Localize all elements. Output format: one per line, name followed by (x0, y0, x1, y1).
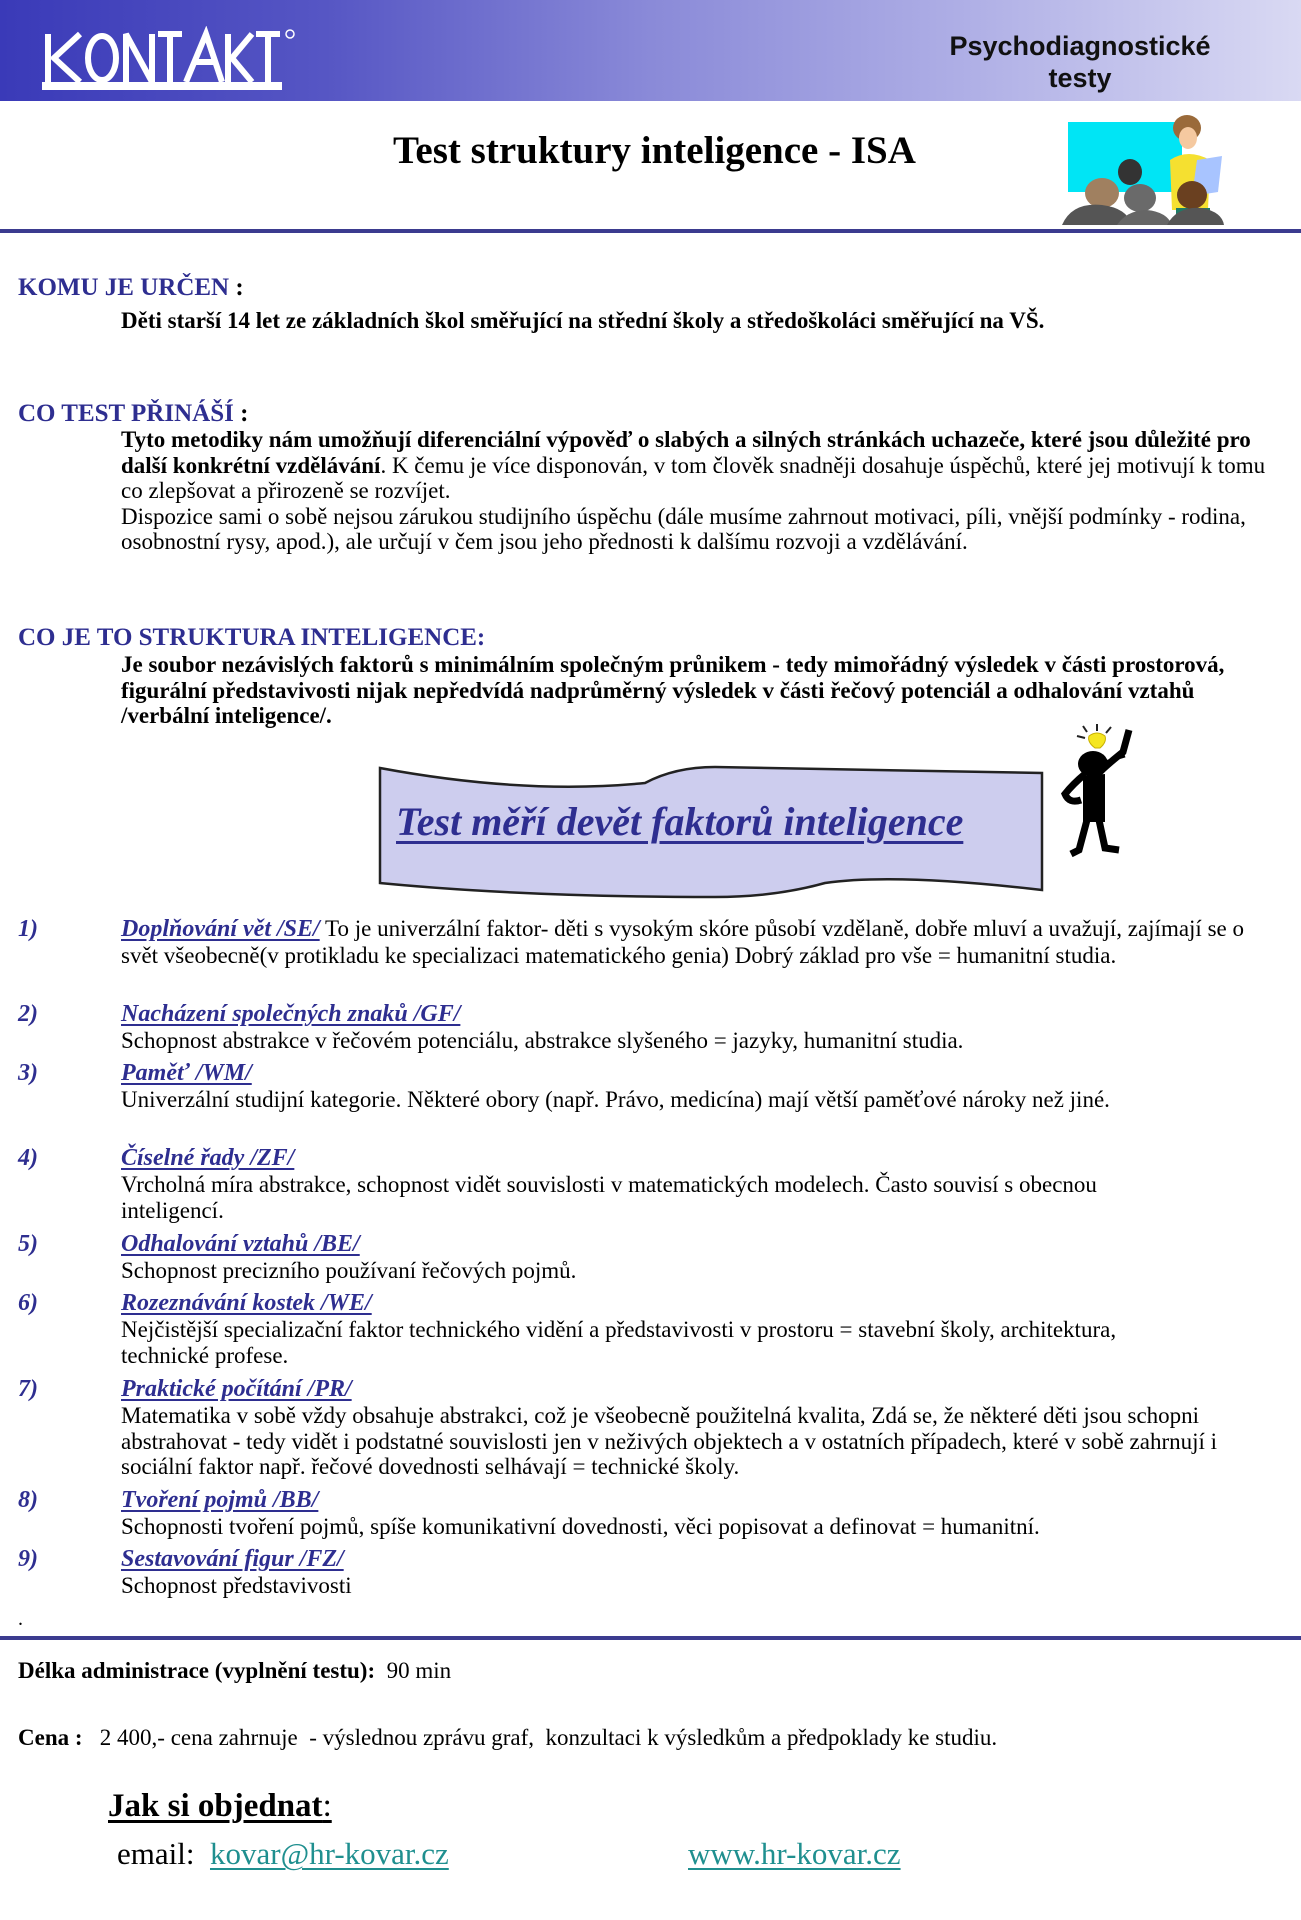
factor-description: Schopnost abstrakce v řečovém potenciálu, abstrakce slyšeného = jazyky, humanitní studia. (121, 1028, 964, 1053)
factor-number: 1) (18, 916, 38, 942)
prinasi-text (121, 427, 1281, 555)
factor-description: Schopnost představivosti (121, 1573, 352, 1598)
stray-dot: . (18, 1608, 23, 1630)
email-label: email: (117, 1836, 210, 1871)
factor-number: 3) (18, 1060, 38, 1086)
subtitle-line-1: Psychodiagnostické (949, 31, 1211, 61)
header-band (0, 0, 1301, 101)
page-title: Test struktury inteligence - ISA (393, 129, 916, 172)
factor-name-link[interactable]: Sestavování figur /FZ/ (121, 1546, 344, 1572)
price-label: Cena : (18, 1725, 83, 1750)
duration-value: 90 min (375, 1658, 452, 1683)
website-link[interactable]: www.hr-kovar.cz (688, 1836, 901, 1871)
factor-name-link[interactable]: Paměť /WM/ (121, 1060, 252, 1086)
factor-description: Matematika v sobě vždy obsahuje abstrakci, což je všeobecně použitelná kvalita, Zdá se, že některé děti jsou schopni abstrahovat - tedy vidět i podstatné souvislosti jen v neživých objektech a v ostatních případech, které v sobě zahrnují i sociální faktor např. řečové dovednosti selhávají = technické školy. (121, 1403, 1218, 1479)
factor-description: Vrcholná míra abstrakce, schopnost vidět souvislosti v matematických modelech. Často souvisí s obecnou inteligencí. (121, 1172, 1097, 1223)
heading-colon: : (233, 400, 249, 427)
email-link[interactable]: kovar@hr-kovar.cz (209, 1836, 449, 1871)
factor-number: 6) (18, 1290, 38, 1316)
factor-number: 5) (18, 1231, 38, 1257)
factor-description: Univerzální studijní kategorie. Některé obory (např. Právo, medicína) mají větší paměťové nároky než jiné. (121, 1087, 1110, 1112)
factor-name-link[interactable]: Odhalování vztahů /BE/ (121, 1231, 360, 1257)
price-value: 2 400,- cena zahrnuje - výslednou zprávu graf, konzultaci k výsledkům a předpoklady ke studiu. (82, 1725, 998, 1750)
factor-description: Nejčistější specializační faktor technického vidění a představivosti v prostoru = stavební školy, architektura, technické profese. (121, 1317, 1117, 1368)
factor-number: 9) (18, 1546, 38, 1572)
factor-name-link[interactable]: Rozeznávání kostek /WE/ (121, 1290, 372, 1316)
factor-description: Schopnosti tvoření pojmů, spíše komunikativní dovednosti, věci popisovat a definovat = humanitní. (121, 1514, 1040, 1539)
factor-description: Schopnost precizního používaní řečových pojmů. (121, 1258, 577, 1283)
email-row (117, 1836, 449, 1872)
section-heading-komu (18, 274, 244, 302)
heading-text: CO TEST PŘINÁŠÍ (18, 400, 234, 427)
factor-name-link[interactable]: Doplňování vět /SE/ (121, 916, 320, 942)
subtitle-line-2: testy (1048, 63, 1112, 93)
order-heading-text: Jak si objednat (108, 1788, 323, 1824)
prinasi-bold-text: Tyto metodiky nám umožňují diferenciální výpověď o slabých a silných stránkách uchazeče, které jsou důležité pro další konkrétní vzdělávání (121, 427, 1251, 478)
header-subtitle (930, 30, 1230, 94)
teacher-presentation-clipart-icon (1052, 110, 1238, 225)
factor-number: 4) (18, 1145, 38, 1171)
factor-description: To je univerzální faktor- děti s vysokým skóre působí vzdělaně, dobře mluví a uvažují, zajímají se o svět všeobecně(v protikladu ke specializaci matematického genia) Dobrý základ pro vše = humanitní studia. (121, 916, 1244, 968)
heading-text: KOMU JE URČEN (18, 274, 230, 301)
factor-inline (121, 916, 1281, 968)
price-line (18, 1725, 997, 1751)
kontakt-logo (40, 26, 300, 98)
heading-colon: : (229, 274, 244, 301)
heading-text: CO JE TO STRUKTURA INTELIGENCE: (18, 624, 486, 651)
duration-line (18, 1658, 451, 1684)
factor-name-link[interactable]: Nacházení společných znaků /GF/ (121, 1001, 461, 1027)
factor-number: 8) (18, 1487, 38, 1513)
prinasi-dispozice-text: Dispozice sami o sobě nejsou zárukou studijního úspěchu (dále musíme zahrnout motivaci, píli, vnější podmínky - rodina, osobnostní rysy, apod.), ale určují v čem jsou jeho přednosti k dalšímu rozvoji a vzdělávání. (121, 503, 1246, 554)
factor-number: 2) (18, 1001, 38, 1027)
struktura-text: Je soubor nezávislých faktorů s minimálním společným průnikem - tedy mimořádný výsledek v části prostorová, figurální představivosti nijak nepředvídá nadprůměrný výsledek v části řečový potenciál a odhalování vztahů /verbální inteligence/. (121, 652, 1225, 728)
idea-figure-icon (1045, 722, 1175, 862)
top-divider (0, 229, 1301, 233)
factor-number: 7) (18, 1376, 38, 1402)
bottom-divider (0, 1636, 1301, 1640)
order-heading (108, 1788, 332, 1825)
factor-name-link[interactable]: Praktické počítání /PR/ (121, 1376, 352, 1402)
prinasi-normal-text: . K čemu je více disponován, v tom člověk snadněji dosahuje úspěchů, které jej motivují k tomu co zlepšovat a přirozeně se rozvíjet. (121, 452, 1266, 503)
banner-text: Test měří devět faktorů inteligence (396, 799, 964, 844)
website-row (688, 1836, 901, 1872)
section-heading-prinasi (18, 400, 248, 428)
factor-name-link[interactable]: Tvoření pojmů /BB/ (121, 1487, 319, 1513)
duration-label: Délka administrace (vyplnění testu): (18, 1658, 376, 1683)
komu-text: Děti starší 14 let ze základních škol směřující na střední školy a středoškoláci směřující na VŠ. (121, 308, 1045, 333)
factor-name-link[interactable]: Číselné řady /ZF/ (121, 1145, 295, 1171)
section-heading-struktura (18, 624, 485, 652)
order-heading-colon: : (322, 1788, 332, 1824)
